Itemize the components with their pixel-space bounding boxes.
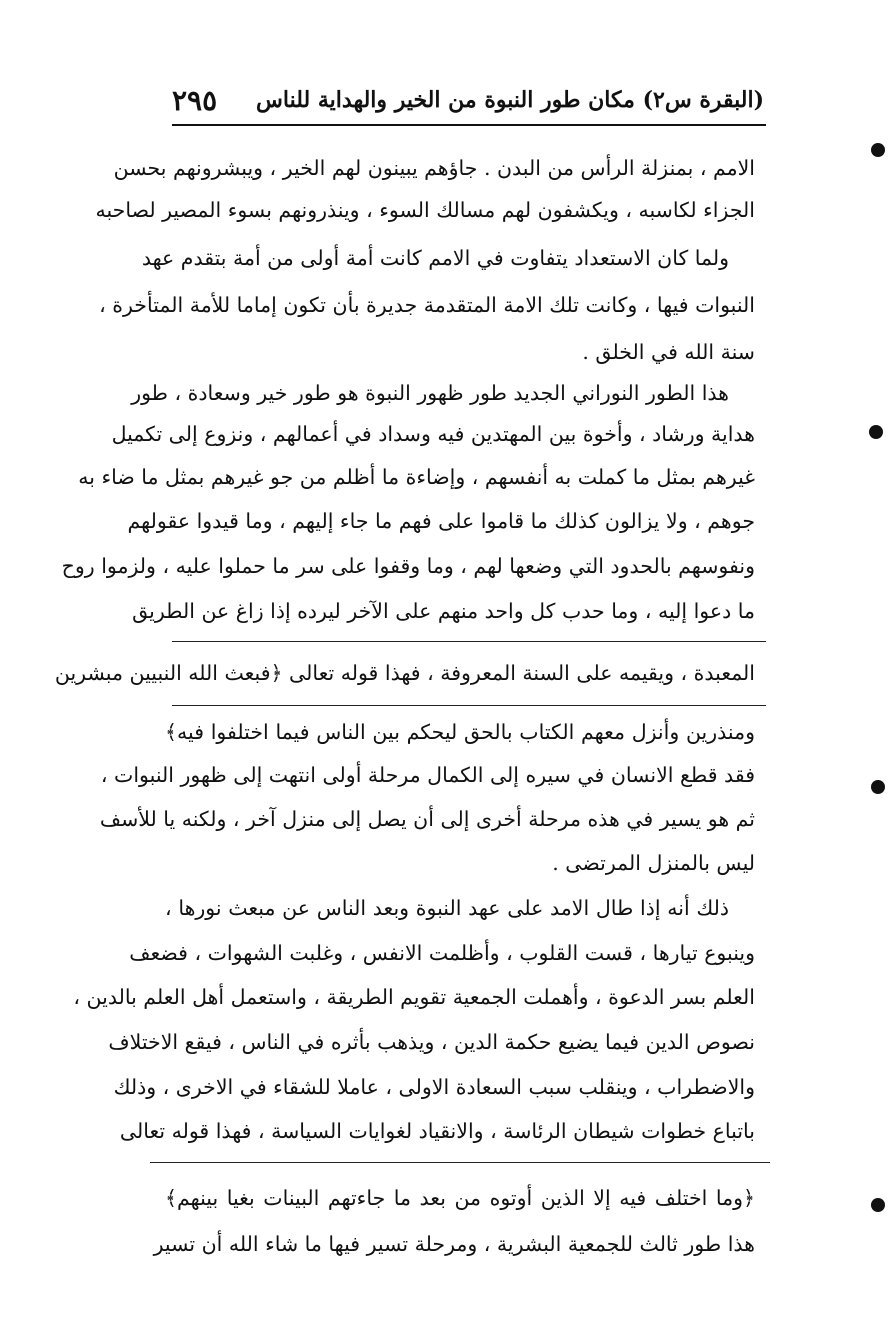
text-line: ليس بالمنزل المرتضى . [552,851,755,875]
text-line: نصوص الدين فيما يضيع حكمة الدين ، ويذهب بأثره في الناس ، فيقع الاختلاف [108,1030,755,1054]
text-line: ذلك أنه إذا طال الامد على عهد النبوة وبعد الناس عن مبعث نورها ، [165,896,729,920]
header-rule [172,124,766,126]
binding-hole-mark-icon [868,777,888,797]
text-line: ونفوسهم بالحدود التي وضعها لهم ، وما وقفوا على سر ما حملوا عليه ، ولزموا روح [61,554,755,578]
section-rule [150,1162,770,1163]
text-line: الامم ، بمنزلة الرأس من البدن . جاؤهم يبينون لهم الخير ، ويبشرونهم بحسن [113,156,755,180]
page-number: ٢٩٥ [172,83,218,117]
section-rule [172,641,766,642]
text-line: ومنذرين وأنزل معهم الكتاب بالحق ليحكم بين الناس فيما اختلفوا فيه﴾ [165,720,755,744]
text-line: غيرهم بمثل ما كملت به أنفسهم ، وإضاءة ما أظلم من جو غيرهم بمثل ما ضاء به [78,465,755,489]
text-line: فقد قطع الانسان في سيره إلى الكمال مرحلة أولى انتهت إلى ظهور النبوات ، [100,763,755,787]
text-line: جوهم ، ولا يزالون كذلك ما قاموا على فهم ما جاء إليهم ، وما قيدوا عقولهم [127,509,755,533]
running-title: (البقرة س٢) مكان طور النبوة من الخير والهداية للناس [256,87,764,113]
binding-hole-mark-icon [868,1195,888,1215]
binding-hole-mark-icon [868,140,888,160]
text-line: هذا الطور النوراني الجديد طور ظهور النبوة هو طور خير وسعادة ، طور [131,381,729,405]
text-line: الجزاء لكاسبه ، ويكشفون لهم مسالك السوء ، وينذرونهم بسوء المصير لصاحبه [95,198,755,222]
page-header [172,78,764,122]
text-line: هذا طور ثالث للجمعية البشرية ، ومرحلة تسير فيها ما شاء الله أن تسير [153,1232,755,1256]
text-line: سنة الله في الخلق . [582,340,755,364]
text-line: ثم هو يسير في هذه مرحلة أخرى إلى أن يصل إلى منزل آخر ، ولكنه يا للأسف [99,807,755,831]
text-line: النبوات فيها ، وكانت تلك الامة المتقدمة جديرة بأن تكون إماما للأمة المتأخرة ، [99,293,755,317]
binding-hole-mark-icon [866,422,886,442]
text-line: هداية ورشاد ، وأخوة بين المهتدين فيه وسداد في أعمالهم ، ونزوع إلى تكميل [111,422,755,446]
text-line: باتباع خطوات شيطان الرئاسة ، والانقياد لغوايات السياسة ، فهذا قوله تعالى [119,1119,755,1143]
text-line: وينبوع تيارها ، قست القلوب ، وأظلمت الانفس ، وغلبت الشهوات ، فضعف [129,941,755,965]
text-line: المعبدة ، ويقيمه على السنة المعروفة ، فهذا قوله تعالى ﴿فبعث الله النبيين مبشرين [54,661,755,685]
text-line: ﴿وما اختلف فيه إلا الذين أوتوه من بعد ما جاءتهم البينات بغيا بينهم﴾ [165,1186,755,1210]
text-line: والاضطراب ، وينقلب سبب السعادة الاولى ، عاملا للشقاء في الاخرى ، وذلك [113,1075,755,1099]
section-rule [172,705,766,706]
text-line: ما دعوا إليه ، وما حدب كل واحد منهم على الآخر ليرده إذا زاغ عن الطريق [132,599,755,623]
text-line: ولما كان الاستعداد يتفاوت في الامم كانت أمة أولى من أمة بتقدم عهد [141,246,729,270]
text-line: العلم بسر الدعوة ، وأهملت الجمعية تقويم الطريقة ، واستعمل أهل العلم بالدين ، [73,985,755,1009]
